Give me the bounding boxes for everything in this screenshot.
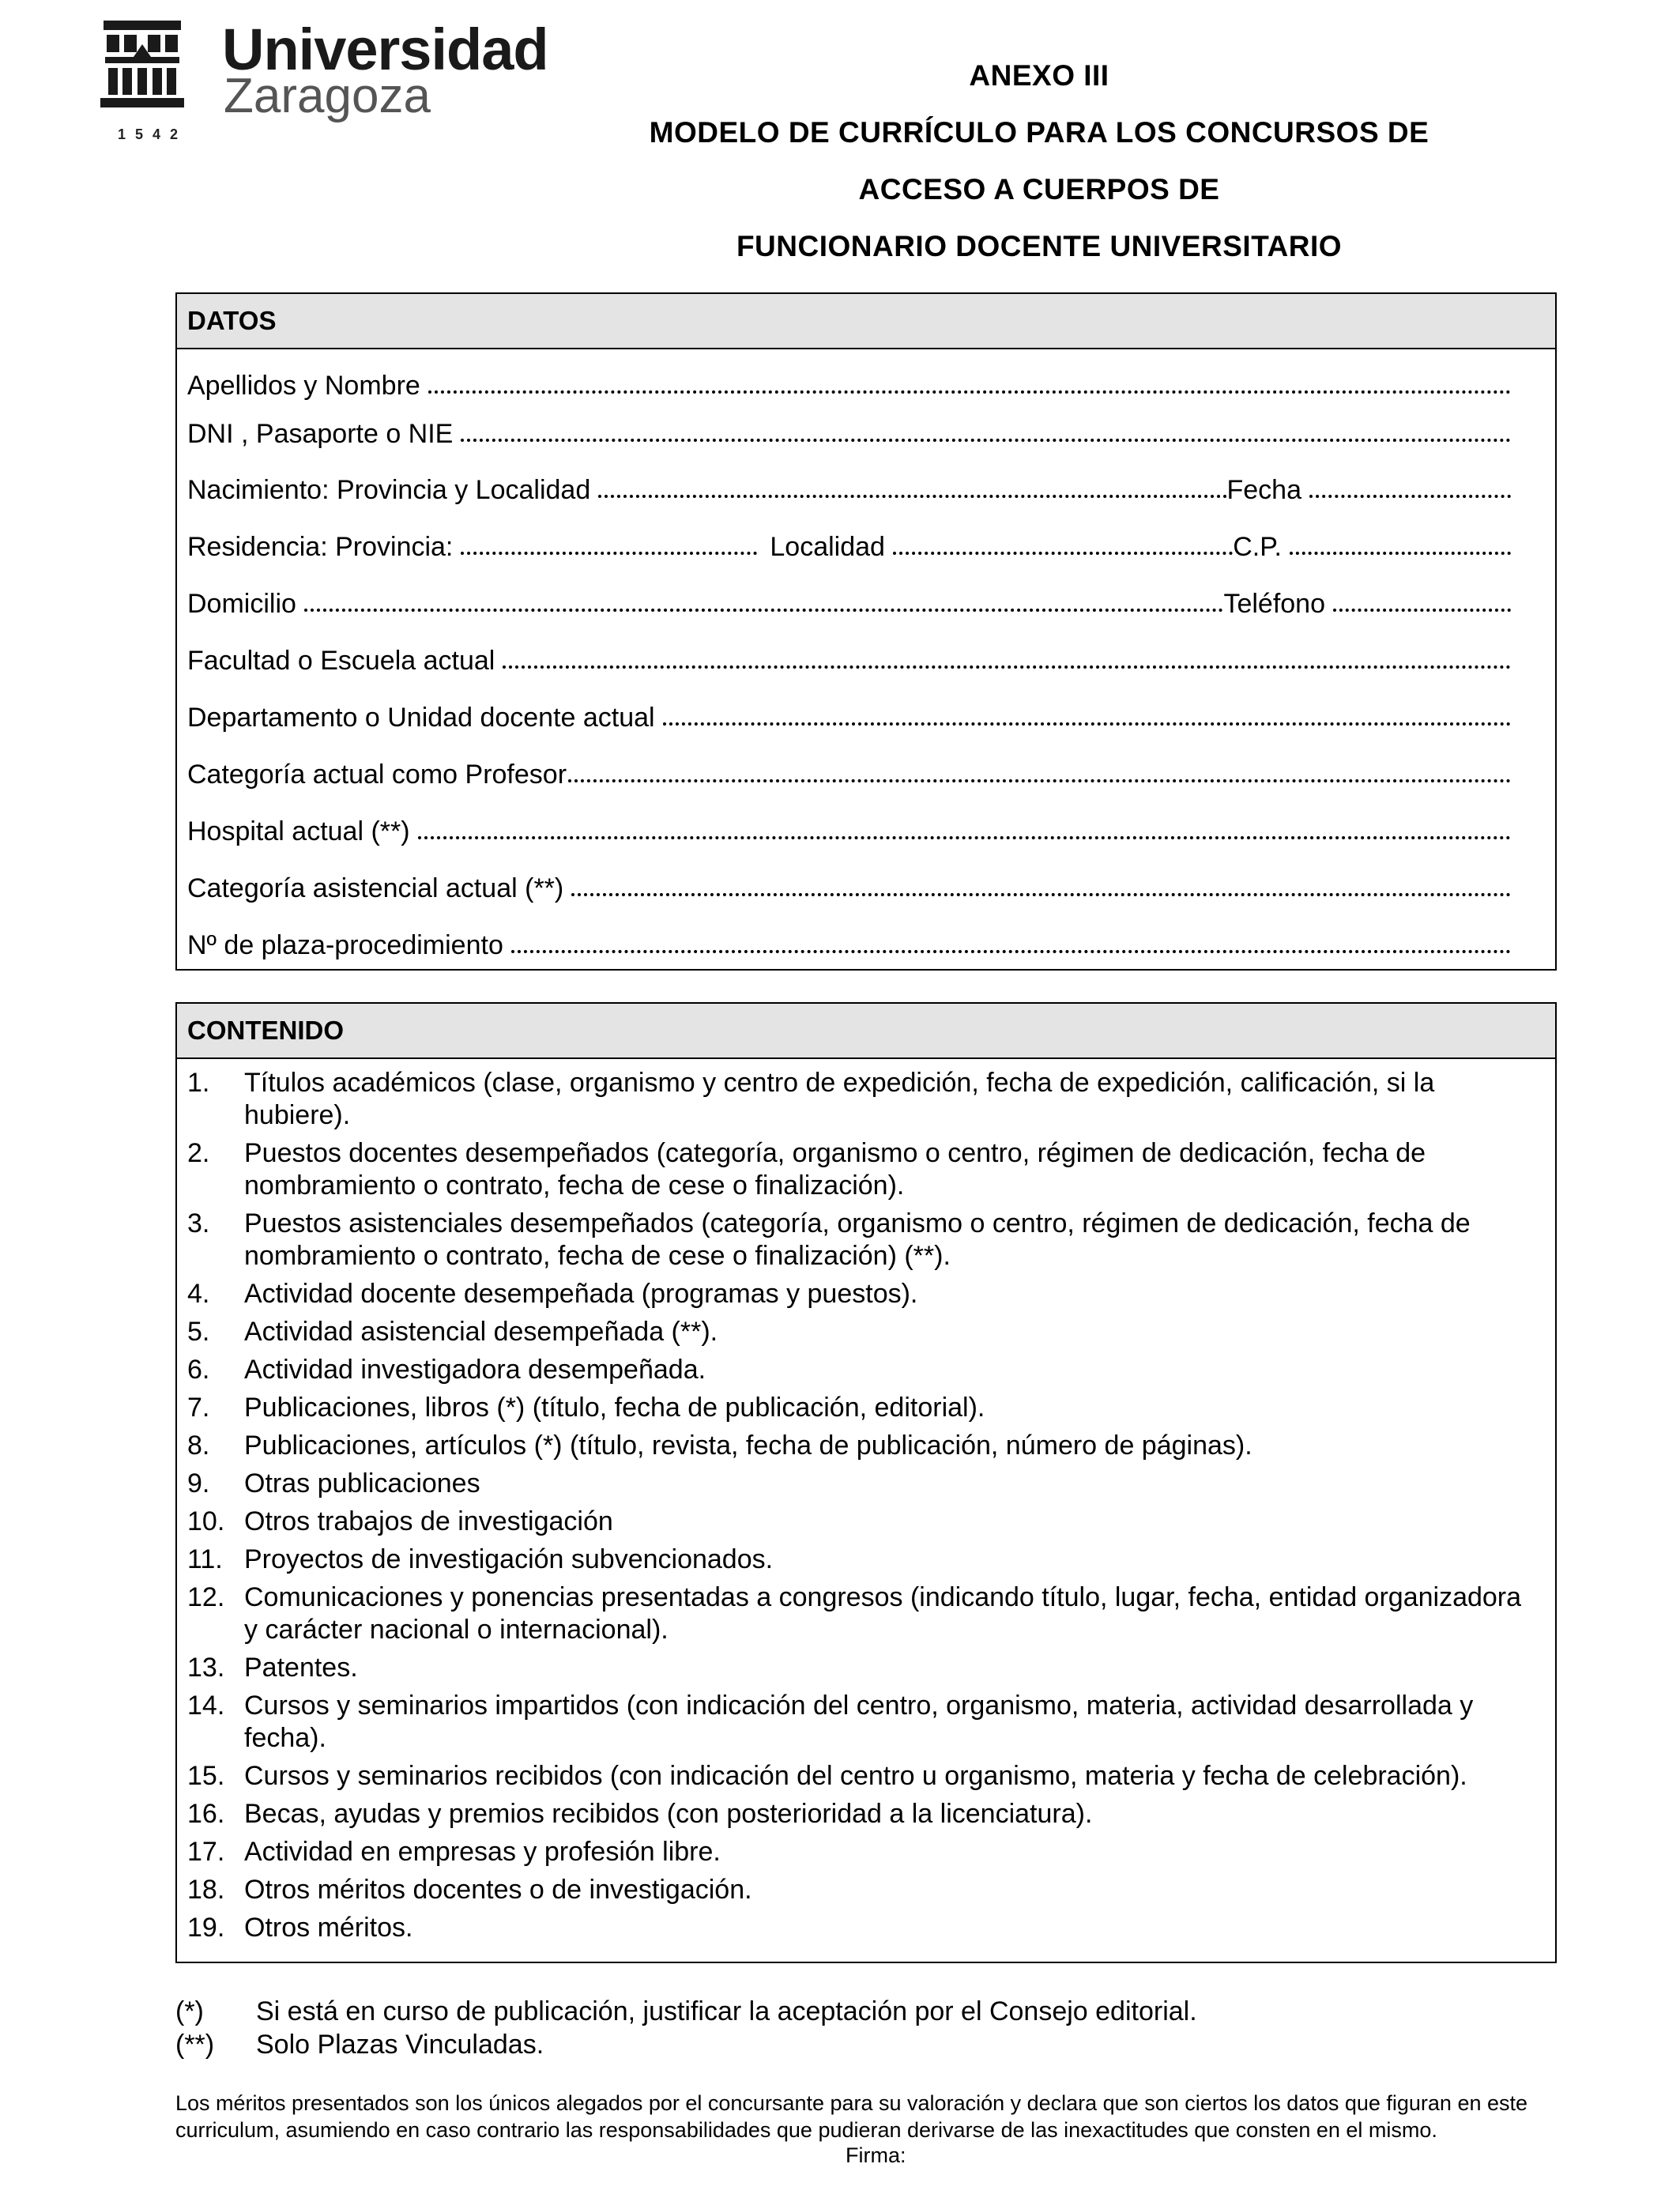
logo-university-text: Universidad (222, 17, 548, 82)
item-text: Comunicaciones y ponencias presentadas a congresos (indicando título, lugar, fecha, entidad organizadora y carácter nacional o internacional). (244, 1582, 1522, 1645)
list-item (187, 1468, 1539, 1500)
list-item (187, 1836, 1539, 1868)
list-item (187, 1316, 1539, 1348)
item-number: 13. (187, 1653, 225, 1683)
list-item (187, 1912, 1539, 1944)
item-text: Patentes. (244, 1653, 358, 1683)
item-text: Proyectos de investigación subvencionados. (244, 1544, 774, 1574)
list-item (187, 1278, 1539, 1310)
item-number: 15. (187, 1761, 225, 1791)
footnote (175, 1995, 1197, 2028)
item-text: Cursos y seminarios recibidos (con indicación del centro u organismo, materia y fecha de celebración). (244, 1761, 1467, 1791)
nacimiento-field[interactable] (187, 474, 1511, 506)
list-item (187, 1392, 1539, 1424)
list-item (187, 1798, 1539, 1830)
item-text: Otros méritos docentes o de investigación. (244, 1875, 752, 1905)
dotted-fill-line (1290, 545, 1511, 555)
apellidos-label: Apellidos y Nombre (187, 371, 420, 401)
datos-section (175, 292, 1557, 971)
categoria-label: Categoría actual como Profesor (187, 760, 567, 790)
dotted-fill-line (663, 716, 1511, 726)
list-item (187, 1354, 1539, 1386)
building-emblem-icon (99, 16, 186, 119)
title-line-1: MODELO DE CURRÍCULO PARA LOS CONCURSOS DE (649, 116, 1430, 149)
item-number: 14. (187, 1691, 225, 1721)
dotted-fill-line (503, 659, 1511, 669)
item-number: 9. (187, 1468, 210, 1498)
footnote-mark: (**) (175, 2030, 215, 2060)
item-number: 4. (187, 1279, 210, 1309)
telefono-label: Teléfono (1223, 589, 1325, 619)
facultad-field[interactable] (187, 645, 1511, 677)
list-item (187, 1690, 1539, 1755)
categoria-asistencial-label: Categoría asistencial actual (**) (187, 873, 564, 903)
footnote-text: Solo Plazas Vinculadas. (256, 2030, 544, 2060)
datos-header: DATOS (177, 294, 1555, 349)
item-text: Actividad docente desempeñada (programas y puestos). (244, 1279, 918, 1309)
item-number: 8. (187, 1431, 210, 1461)
departamento-field[interactable] (187, 702, 1511, 733)
departamento-label: Departamento o Unidad docente actual (187, 703, 655, 733)
facultad-label: Facultad o Escuela actual (187, 646, 495, 676)
domicilio-label: Domicilio (187, 589, 296, 619)
item-text: Puestos docentes desempeñados (categoría, organismo o centro, régimen de dedicación, fecha de nombramiento o contrato, fecha de cese o finalización). (244, 1138, 1426, 1201)
dotted-fill-line (568, 773, 1511, 782)
hospital-field[interactable] (187, 816, 1511, 847)
logo-year: 1542 (118, 126, 188, 142)
plaza-label: Nº de plaza-procedimiento (187, 930, 503, 960)
nacimiento-label: Nacimiento: Provincia y Localidad (187, 475, 591, 505)
list-item (187, 1430, 1539, 1462)
item-number: 10. (187, 1506, 225, 1536)
item-text: Otras publicaciones (244, 1468, 480, 1498)
categoria-field[interactable] (187, 759, 1511, 790)
list-item (187, 1137, 1539, 1202)
residencia-field[interactable] (187, 531, 1511, 563)
item-text: Otros méritos. (244, 1913, 413, 1943)
categoria-asistencial-field[interactable] (187, 873, 1511, 904)
item-number: 12. (187, 1582, 225, 1612)
list-item (187, 1506, 1539, 1538)
item-text: Publicaciones, libros (*) (título, fecha de publicación, editorial). (244, 1393, 985, 1423)
item-number: 7. (187, 1393, 210, 1423)
annex-title: ANEXO III (969, 59, 1109, 92)
item-number: 2. (187, 1138, 210, 1168)
item-text: Publicaciones, artículos (*) (título, revista, fecha de publicación, número de páginas). (244, 1431, 1252, 1461)
domicilio-field[interactable] (187, 588, 1511, 620)
item-text: Cursos y seminarios impartidos (con indicación del centro, organismo, materia, actividad desarrollada y fecha). (244, 1691, 1474, 1753)
list-item (187, 1208, 1539, 1272)
list-item (187, 1874, 1539, 1906)
dotted-fill-line (304, 602, 1224, 612)
title-line-2: ACCESO A CUERPOS DE (858, 173, 1220, 205)
item-number: 17. (187, 1837, 225, 1867)
dotted-fill-line (428, 384, 1511, 394)
footnote-mark: (*) (175, 1996, 204, 2026)
title-line-3: FUNCIONARIO DOCENTE UNIVERSITARIO (736, 230, 1343, 262)
localidad-label: Localidad (770, 532, 885, 562)
dotted-fill-line (1333, 602, 1511, 612)
item-text: Títulos académicos (clase, organismo y centro de expedición, fecha de expedición, calificación, si la hubiere). (244, 1068, 1435, 1130)
item-number: 5. (187, 1317, 210, 1347)
item-text: Actividad investigadora desempeñada. (244, 1355, 706, 1385)
signature-label: Firma: (846, 2143, 906, 2167)
item-text: Actividad en empresas y profesión libre. (244, 1837, 721, 1867)
residencia-label: Residencia: Provincia: (187, 532, 454, 562)
item-text: Puestos asistenciales desempeñados (categoría, organismo o centro, régimen de dedicación, fecha de nombramiento o contrato, fecha de cese o finalización) (**). (244, 1208, 1471, 1271)
item-number: 3. (187, 1208, 210, 1238)
item-number: 18. (187, 1875, 225, 1905)
list-item (187, 1652, 1539, 1684)
dotted-fill-line (461, 545, 757, 555)
item-text: Actividad asistencial desempeñada (**). (244, 1317, 718, 1347)
list-item (187, 1581, 1539, 1646)
apellidos-field[interactable] (187, 370, 1511, 401)
declaration-text: Los méritos presentados son los únicos alegados por el concursante para su valoración y declara que son ciertos los datos que figuran en este curriculum, asumiendo en caso contrario las responsabilidades que pudieran derivarse de las inexactitudes que consten en el mismo. (175, 2091, 1528, 2142)
dotted-fill-line (1309, 488, 1511, 498)
footnote (175, 2028, 1197, 2061)
dni-label: DNI , Pasaporte o NIE (187, 419, 454, 449)
hospital-label: Hospital actual (**) (187, 816, 410, 846)
item-number: 11. (187, 1544, 223, 1574)
fecha-label: Fecha (1226, 475, 1301, 505)
dotted-fill-line (571, 887, 1511, 896)
contenido-list (187, 1067, 1539, 1950)
contenido-section (175, 1002, 1557, 1963)
list-item (187, 1067, 1539, 1132)
dotted-fill-line (893, 545, 1233, 555)
footnotes (175, 1995, 1197, 2061)
dni-field[interactable] (187, 418, 1511, 450)
item-number: 1. (187, 1068, 210, 1098)
item-number: 6. (187, 1355, 210, 1385)
university-logo (99, 16, 548, 142)
list-item (187, 1760, 1539, 1793)
dotted-fill-line (461, 432, 1511, 442)
item-text: Becas, ayudas y premios recibidos (con posterioridad a la licenciatura). (244, 1799, 1093, 1829)
plaza-field[interactable] (187, 929, 1511, 961)
contenido-header: CONTENIDO (177, 1004, 1555, 1059)
item-number: 19. (187, 1913, 225, 1943)
logo-city-text: Zaragoza (224, 69, 431, 123)
item-text: Otros trabajos de investigación (244, 1506, 613, 1536)
cp-label: C.P. (1233, 532, 1282, 562)
dotted-fill-line (598, 488, 1226, 498)
list-item (187, 1544, 1539, 1576)
item-number: 16. (187, 1799, 225, 1829)
dotted-fill-line (418, 830, 1511, 839)
document-titles (553, 47, 1525, 275)
dotted-fill-line (511, 944, 1511, 953)
footnote-text: Si está en curso de publicación, justificar la aceptación por el Consejo editorial. (256, 1996, 1197, 2026)
